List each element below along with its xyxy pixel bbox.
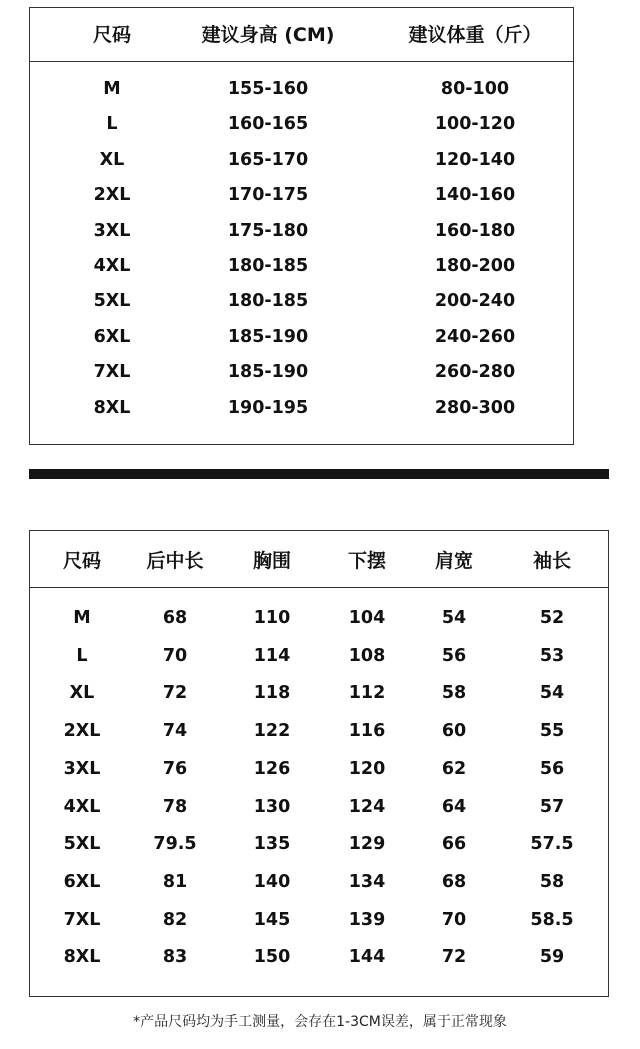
value-cell: 180-200: [434, 256, 516, 276]
size-cell: 3XL: [93, 220, 131, 241]
value-cell: 185-190: [227, 362, 309, 383]
value-cell: 66: [441, 834, 467, 855]
value-cell: 81: [162, 871, 188, 892]
value-cell: 70: [441, 909, 467, 930]
value-cell: 104: [348, 608, 386, 628]
column-header: 下摆: [347, 550, 387, 572]
size-cell: 8XL: [93, 397, 131, 418]
value-cell: 54: [539, 683, 565, 704]
value-cell: 145: [253, 909, 291, 930]
value-cell: 83: [162, 947, 188, 968]
value-cell: 180-185: [227, 291, 309, 312]
value-cell: 79.5: [153, 834, 197, 855]
size-cell: M: [103, 79, 121, 99]
value-cell: 57.5: [530, 834, 574, 855]
size-cell: 3XL: [63, 758, 101, 779]
value-cell: 80-100: [440, 79, 510, 99]
value-cell: 72: [441, 947, 467, 968]
value-cell: 122: [253, 721, 291, 742]
value-cell: 190-195: [227, 397, 309, 418]
value-cell: 74: [162, 721, 188, 742]
value-cell: 64: [441, 796, 467, 817]
value-cell: 56: [539, 758, 565, 779]
value-cell: 68: [162, 608, 188, 628]
section-divider: [29, 469, 609, 479]
value-cell: 160-180: [434, 220, 516, 241]
column-header: 建议体重（斤）: [408, 24, 542, 46]
value-cell: 126: [253, 758, 291, 779]
value-cell: 200-240: [434, 291, 516, 312]
value-cell: 118: [253, 683, 291, 704]
value-cell: 53: [539, 645, 565, 666]
value-cell: 78: [162, 796, 188, 817]
size-cell: 2XL: [93, 185, 131, 206]
column-header: 建议身高 (CM): [201, 24, 335, 46]
size-cell: 4XL: [93, 256, 131, 276]
value-cell: 60: [441, 721, 467, 742]
value-cell: 82: [162, 909, 188, 930]
value-cell: 112: [348, 683, 386, 704]
value-cell: 72: [162, 683, 188, 704]
value-cell: 58.5: [530, 909, 574, 930]
value-cell: 58: [441, 683, 467, 704]
size-cell: XL: [99, 149, 125, 170]
value-cell: 70: [162, 645, 188, 666]
value-cell: 165-170: [227, 149, 309, 170]
column-header: 袖长: [532, 550, 572, 572]
column-header: 尺码: [92, 24, 132, 46]
value-cell: 130: [253, 796, 291, 817]
value-cell: 129: [348, 834, 386, 855]
value-cell: 140-160: [434, 185, 516, 206]
value-cell: 160-165: [227, 114, 309, 135]
value-cell: 52: [539, 608, 565, 628]
value-cell: 280-300: [434, 397, 516, 418]
size-cell: XL: [69, 683, 95, 704]
measurement-footnote: *产品尺码均为手工测量，会存在1-3CM误差，属于正常现象: [133, 1014, 507, 1030]
table-header: [30, 531, 608, 588]
size-cell: 4XL: [63, 796, 101, 817]
size-cell: 8XL: [63, 947, 101, 968]
value-cell: 139: [348, 909, 386, 930]
size-cell: 6XL: [93, 326, 131, 347]
value-cell: 140: [253, 871, 291, 892]
value-cell: 68: [441, 871, 467, 892]
value-cell: 260-280: [434, 362, 516, 383]
value-cell: 110: [253, 608, 291, 628]
value-cell: 59: [539, 947, 565, 968]
value-cell: 180-185: [227, 256, 309, 276]
value-cell: 240-260: [434, 326, 516, 347]
size-cell: 6XL: [63, 871, 101, 892]
garment-measurement-table: [29, 530, 609, 997]
size-recommendation-table: [29, 7, 574, 445]
value-cell: 135: [253, 834, 291, 855]
value-cell: 62: [441, 758, 467, 779]
value-cell: 120: [348, 758, 386, 779]
size-cell: 2XL: [63, 721, 101, 742]
value-cell: 170-175: [227, 185, 309, 206]
value-cell: 54: [441, 608, 467, 628]
column-header: 胸围: [252, 550, 292, 572]
value-cell: 134: [348, 871, 386, 892]
size-cell: L: [106, 114, 118, 135]
column-header: 后中长: [146, 550, 204, 572]
value-cell: 155-160: [227, 79, 309, 99]
size-cell: 5XL: [63, 834, 101, 855]
value-cell: 57: [539, 796, 565, 817]
value-cell: 100-120: [434, 114, 516, 135]
size-cell: L: [76, 645, 88, 666]
value-cell: 56: [441, 645, 467, 666]
value-cell: 55: [539, 721, 565, 742]
value-cell: 76: [162, 758, 188, 779]
column-header: 肩宽: [434, 550, 474, 572]
size-cell: 7XL: [93, 362, 131, 383]
value-cell: 120-140: [434, 149, 516, 170]
size-cell: 5XL: [93, 291, 131, 312]
column-header: 尺码: [62, 550, 102, 572]
size-cell: M: [73, 608, 91, 628]
value-cell: 150: [253, 947, 291, 968]
value-cell: 108: [348, 645, 386, 666]
value-cell: 185-190: [227, 326, 309, 347]
size-cell: 7XL: [63, 909, 101, 930]
value-cell: 175-180: [227, 220, 309, 241]
value-cell: 144: [348, 947, 386, 968]
value-cell: 116: [348, 721, 386, 742]
value-cell: 124: [348, 796, 386, 817]
value-cell: 58: [539, 871, 565, 892]
value-cell: 114: [253, 645, 291, 666]
